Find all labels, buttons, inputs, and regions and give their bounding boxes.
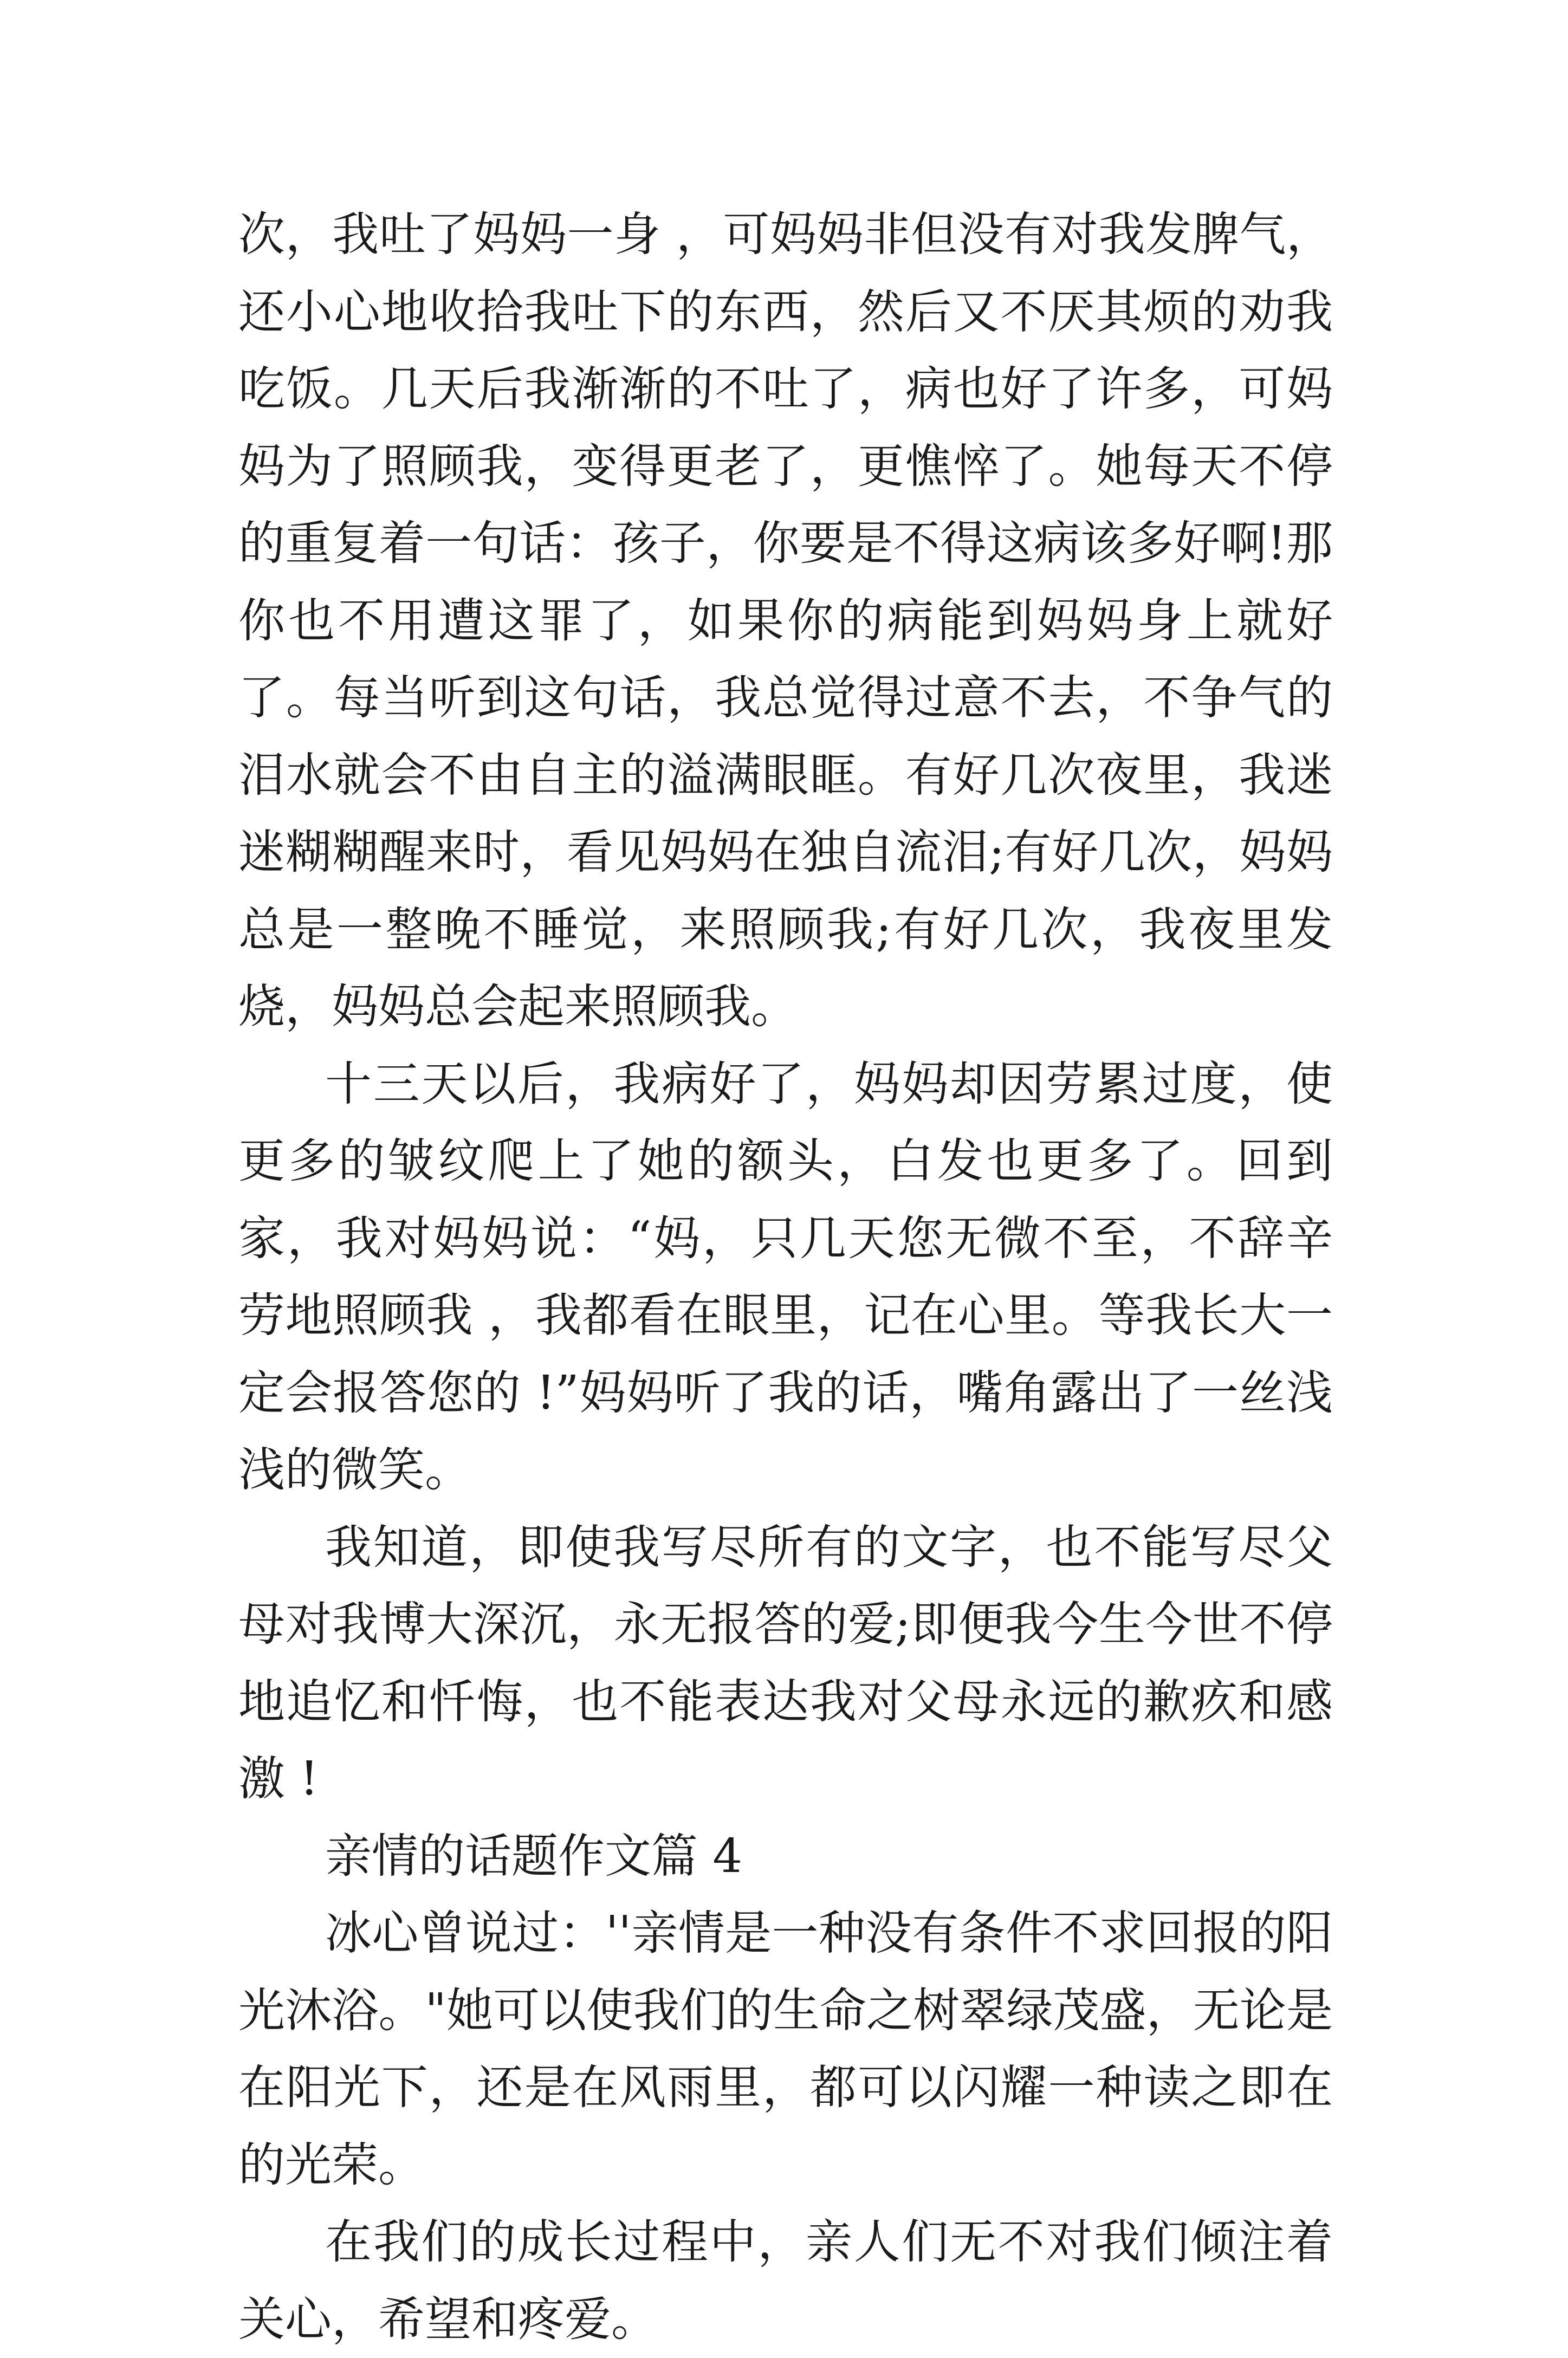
essay-paragraph: 冰心曾说过：''亲情是一种没有条件不求回报的阳光沐浴。"她可以使我们的生命之树翠绿茂盛，无论是在阳光下，还是在风雨里，都可以闪耀一种读之即在的光荣。 xyxy=(238,1906,1333,2192)
essay-paragraph: 在我们的成长过程中，亲人们无不对我们倾注着关心，希望和疼爱。 xyxy=(238,2215,1333,2347)
essay-paragraph: 我知道，即使我写尽所有的文字，也不能写尽父母对我博大深沉，永无报答的爱;即便我今生今世不停地追忆和忏悔，也不能表达我对父母永远的歉疚和感激 ! xyxy=(238,1520,1333,1806)
essay-body xyxy=(238,196,1333,2358)
section-heading: 亲情的话题作文篇 4 xyxy=(325,1829,743,1883)
essay-paragraph: 十三天以后，我病好了，妈妈却因劳累过度，使更多的皱纹爬上了她的额头，白发也更多了。回到家，我对妈妈说：“妈，只几天您无微不至，不辞辛劳地照顾我 ，我都看在眼里，记在心里。等我长大一定会报答您的 !”妈妈听了我的话，嘴角露出了一丝浅浅的微笑。 xyxy=(238,1057,1333,1497)
essay-paragraph: 次，我吐了妈妈一身 ，可妈妈非但没有对我发脾气，还小心地收拾我吐下的东西，然后又不厌其烦的劝我吃饭。几天后我渐渐的不吐了，病也好了许多，可妈妈为了照顾我，变得更老了，更憔悴了。她每天不停的重复着一句话：孩子，你要是不得这病该多好啊!那你也不用遭这罪了，如果你的病能到妈妈身上就好了。每当听到这句话，我总觉得过意不去，不争气的泪水就会不由自主的溢满眼眶。有好几次夜里，我迷迷糊糊醒来时，看见妈妈在独自流泪;有好几次，妈妈总是一整晚不睡觉，来照顾我;有好几次，我夜里发烧，妈妈总会起来照顾我。 xyxy=(238,208,1333,1034)
